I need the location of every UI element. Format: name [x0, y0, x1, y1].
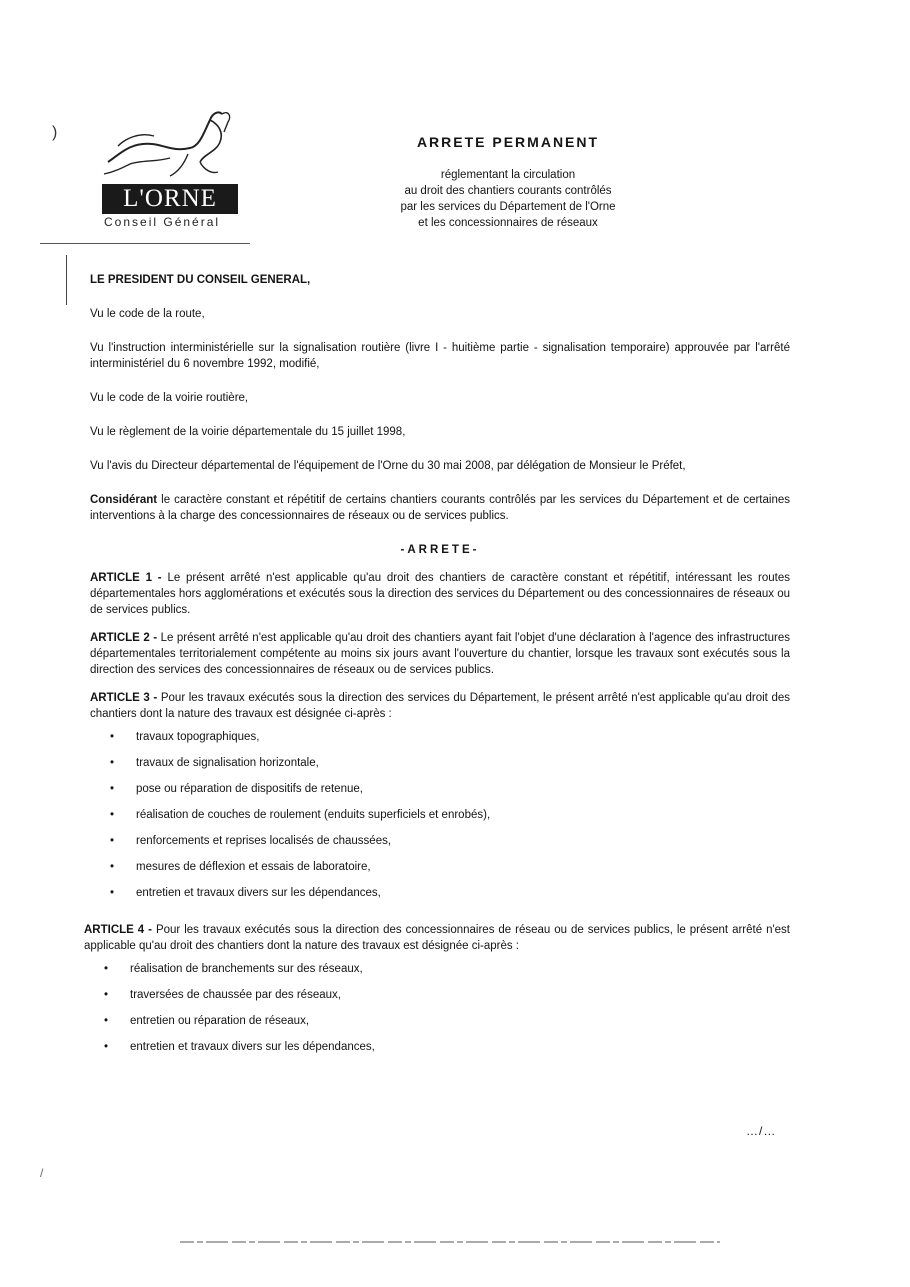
list-item-text: entretien ou réparation de réseaux, [130, 1015, 310, 1027]
vu-paragraph: Vu l'avis du Directeur départemental de l'équipement de l'Orne du 30 mai 2008, par délégation de Monsieur le Préfet, [90, 460, 686, 472]
scan-mark: / [40, 1166, 44, 1180]
list-item [110, 858, 790, 884]
bullet: • [110, 887, 115, 899]
bullet: • [110, 835, 115, 847]
list-item-text: entretien et travaux divers sur les dépendances, [136, 887, 381, 899]
list-item-text: travaux de signalisation horizontale, [136, 757, 319, 769]
list-item [104, 986, 790, 1012]
margin-rule [66, 255, 67, 305]
list-item-text: mesures de déflexion et essais de laboratoire, [136, 861, 371, 873]
continued-marker: …/… [746, 1124, 777, 1138]
list-item-text: travaux topographiques, [136, 731, 260, 743]
article-text: Le présent arrêté n'est applicable qu'au droit des chantiers de caractère constant et répétitif, intéressant les routes départementales hors agglomérations et exécutés sous la direction des services du Département ou des concessionnaires de réseaux ou de services publics. [90, 572, 790, 616]
list-item-text: réalisation de branchements sur des réseaux, [130, 963, 363, 975]
document-body [84, 272, 791, 1076]
logo-subtitle: Conseil Général [104, 215, 221, 229]
vu-paragraph: Vu le code de la route, [90, 308, 205, 320]
list-item [104, 1012, 790, 1038]
vu-paragraph: Vu le règlement de la voirie départementale du 15 juillet 1998, [90, 426, 406, 438]
president-heading: LE PRESIDENT DU CONSEIL GENERAL, [90, 274, 311, 286]
logo [100, 102, 250, 232]
list-item [110, 884, 790, 910]
document-header [330, 134, 686, 231]
article-3-list [90, 728, 790, 910]
list-item [104, 960, 790, 986]
bullet: • [110, 757, 115, 769]
considerant-label: Considérant [90, 494, 158, 506]
margin-rule [40, 243, 250, 244]
article-3 [90, 690, 790, 910]
faded-footer-text-icon [180, 1238, 720, 1246]
bullet: • [104, 1041, 109, 1053]
list-item [110, 728, 790, 754]
subtitle-line: par les services du Département de l'Orne [400, 201, 616, 213]
arrete-heading: -ARRETE- [400, 544, 480, 556]
bullet: • [104, 1015, 109, 1027]
list-item [110, 780, 790, 806]
list-item [110, 806, 790, 832]
logo-name: L'ORNE [102, 184, 238, 214]
article-label: ARTICLE 2 - [90, 632, 158, 644]
article-text: Le présent arrêté n'est applicable qu'au droit des chantiers ayant fait l'objet d'une déclaration à l'agence des infrastructures départementales territorialement compétente au moins six jours avant l'ouverture du chantier, lorsque les travaux sont exécutés sous la direction des services des concessionnaires de réseaux ou de services publics. [90, 632, 790, 676]
article-2 [90, 630, 790, 678]
footer-illegible-line [170, 1238, 730, 1248]
bullet: • [110, 783, 115, 795]
subtitle-line: et les concessionnaires de réseaux [418, 217, 598, 229]
list-item [110, 832, 790, 858]
vu-paragraph: Vu l'instruction interministérielle sur la signalisation routière (livre I - huitième partie - signalisation temporaire) approuvée par l'arrêté interministériel du 6 novembre 1992, modifié, [90, 342, 790, 370]
article-label: ARTICLE 4 - [84, 924, 152, 936]
article-label: ARTICLE 1 - [90, 572, 162, 584]
article-4-list [84, 960, 790, 1064]
considerant-paragraph [90, 492, 790, 524]
list-item-text: renforcements et reprises localisés de chaussées, [136, 835, 392, 847]
bullet: • [110, 731, 115, 743]
list-item-text: réalisation de couches de roulement (enduits superficiels et enrobés), [136, 809, 491, 821]
considerant-text: le caractère constant et répétitif de certains chantiers courants contrôlés par les services du Département et de certaines interventions à la charge des concessionnaires de réseaux ou de services publics. [90, 494, 790, 522]
bullet: • [110, 861, 115, 873]
subtitle-line: réglementant la circulation [440, 169, 576, 181]
article-1 [90, 570, 790, 618]
vu-paragraph: Vu le code de la voirie routière, [90, 392, 249, 404]
article-4 [84, 922, 790, 1064]
article-text: Pour les travaux exécutés sous la direction des services du Département, le présent arrêté n'est applicable qu'au droit des chantiers dont la nature des travaux est désignée ci-après : [90, 692, 790, 720]
subtitle-line: au droit des chantiers courants contrôlés [404, 185, 612, 197]
list-item-text: entretien et travaux divers sur les dépendances, [130, 1041, 375, 1053]
bullet: • [104, 963, 109, 975]
horse-logo-icon [100, 102, 250, 186]
bullet: • [104, 989, 109, 1001]
article-text: Pour les travaux exécutés sous la direction des concessionnaires de réseau ou de services publics, le présent arrêté n'est applicable qu'au droit des chantiers dont la nature des travaux est désignée ci-après : [84, 924, 791, 952]
document-title: ARRETE PERMANENT [416, 134, 600, 150]
document-subtitle [330, 167, 686, 231]
article-label: ARTICLE 3 - [90, 692, 158, 704]
list-item-text: pose ou réparation de dispositifs de retenue, [136, 783, 363, 795]
list-item [110, 754, 790, 780]
margin-mark: ) [52, 124, 58, 141]
list-item-text: traversées de chaussée par des réseaux, [130, 989, 341, 1001]
bullet: • [110, 809, 115, 821]
list-item [104, 1038, 790, 1064]
